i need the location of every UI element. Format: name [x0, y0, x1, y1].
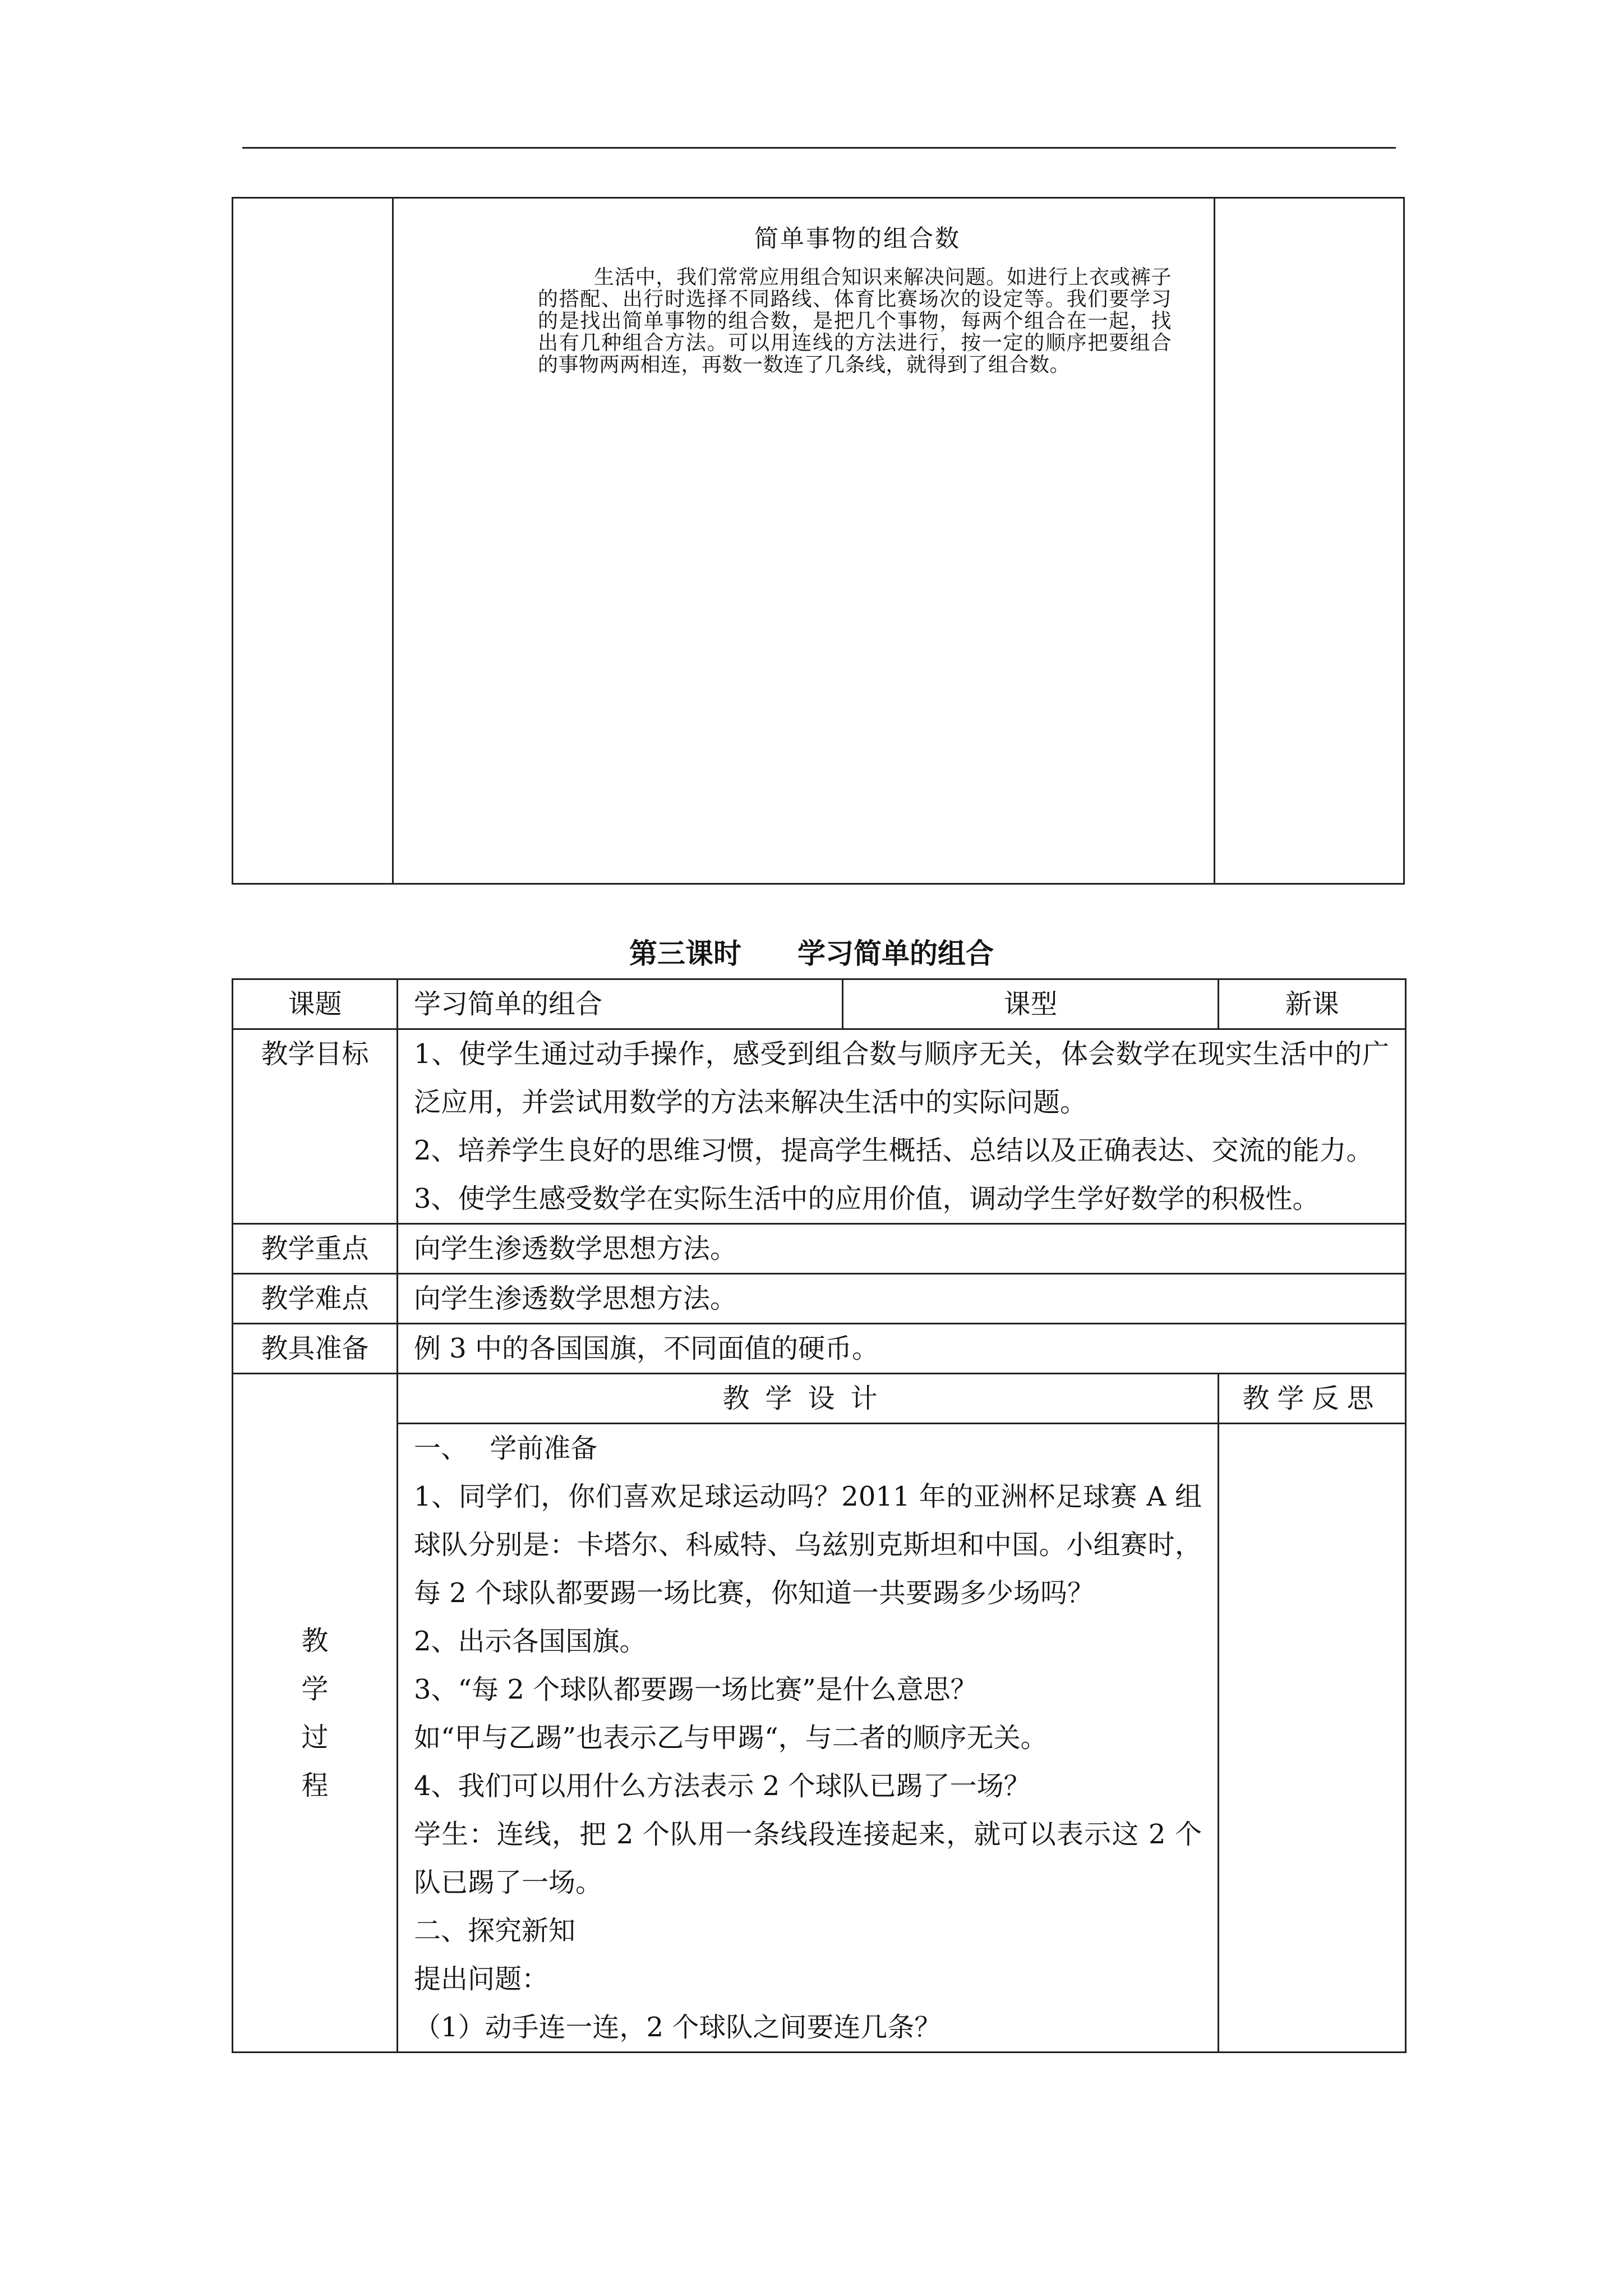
lesson-number: 第三课时 [629, 937, 741, 970]
prep-label: 教具准备 [233, 1324, 398, 1374]
goals-cell [398, 1029, 1406, 1224]
process-line: 二、探究新知 [414, 1915, 576, 1947]
process-label-char: 教 [301, 1625, 329, 1657]
process-line: 提出问题： [414, 1963, 549, 1995]
difficulty-label: 教学难点 [233, 1274, 398, 1324]
process-label [233, 1374, 398, 2053]
column-divider [392, 199, 394, 883]
previous-lesson-table [232, 197, 1405, 885]
lesson-plan-table [232, 978, 1407, 2053]
prep-value: 例 3 中的各国国旗，不同面值的硬币。 [398, 1324, 1406, 1374]
knowledge-snapshot [527, 220, 1188, 376]
goal-item: 1、使学生通过动手操作，感受到组合数与顺序无关，体会数学在现实生活中的广泛应用，并尝试用数学的方法来解决生活中的实际问题。 [414, 1038, 1389, 1118]
reflect-content [1219, 1424, 1406, 2053]
snapshot-body: 生活中，我们常常应用组合知识来解决问题。如进行上衣或裤子的搭配、出行时选择不同路线、体育比赛场次的设定等。我们要学习的是找出简单事物的组合数，是把几个事物，每两个组合在一起，找出有几种组合方法。可以用连线的方法进行，按一定的顺序把要组合的事物两两相连，再数一数连了几条线，就得到了组合数。 [538, 266, 1172, 376]
process-label-char: 过 [301, 1721, 329, 1753]
snapshot-title: 简单事物的组合数 [754, 225, 961, 253]
reflect-header [1219, 1374, 1406, 1424]
process-line: 如“甲与乙踢”也表示乙与甲踢“，与二者的顺序无关。 [414, 1722, 1048, 1754]
design-header [398, 1374, 1219, 1424]
difficulty-value: 向学生渗透数学思想方法。 [398, 1274, 1406, 1324]
process-line: （1）动手连一连，2 个球队之间要连几条？ [414, 2012, 942, 2043]
type-value: 新课 [1219, 979, 1406, 1029]
goal-item: 3、使学生感受数学在实际生活中的应用价值，调动学生学好数学的积极性。 [414, 1183, 1320, 1214]
topic-label: 课题 [233, 979, 398, 1029]
type-label: 课型 [843, 979, 1219, 1029]
lesson-name: 学习简单的组合 [797, 937, 994, 970]
design-header-text: 教学设计 [722, 1383, 893, 1414]
process-line: 4、我们可以用什么方法表示 2 个球队已踢了一场？ [414, 1770, 1031, 1802]
process-line: 一、 学前准备 [414, 1433, 598, 1464]
header-rule [242, 147, 1396, 149]
goal-item: 2、培养学生良好的思维习惯，提高学生概括、总结以及正确表达、交流的能力。 [414, 1135, 1373, 1166]
reflect-header-text: 教学反思 [1242, 1383, 1382, 1414]
process-label-char: 学 [301, 1673, 329, 1705]
process-line: 3、“每 2 个球队都要踢一场比赛”是什么意思？ [414, 1674, 978, 1705]
lesson-title [0, 931, 1623, 972]
design-content [398, 1424, 1219, 2053]
goals-label: 教学目标 [233, 1029, 398, 1224]
process-line: 学生：连线，把 2 个队用一条线段连接起来，就可以表示这 2 个队已踢了一场。 [414, 1819, 1202, 1898]
process-label-char: 程 [301, 1769, 329, 1801]
process-line: 2、出示各国国旗。 [414, 1626, 647, 1657]
key-label: 教学重点 [233, 1224, 398, 1274]
topic-value: 学习简单的组合 [398, 979, 843, 1029]
process-line: 1、同学们，你们喜欢足球运动吗？2011 年的亚洲杯足球赛 A 组球队分别是：卡塔尔、科威特、乌兹别克斯坦和中国。小组赛时，每 2 个球队都要踢一场比赛，你知道一共要踢多少场吗？ [414, 1481, 1202, 1609]
column-divider [1214, 199, 1215, 883]
key-value: 向学生渗透数学思想方法。 [398, 1224, 1406, 1274]
